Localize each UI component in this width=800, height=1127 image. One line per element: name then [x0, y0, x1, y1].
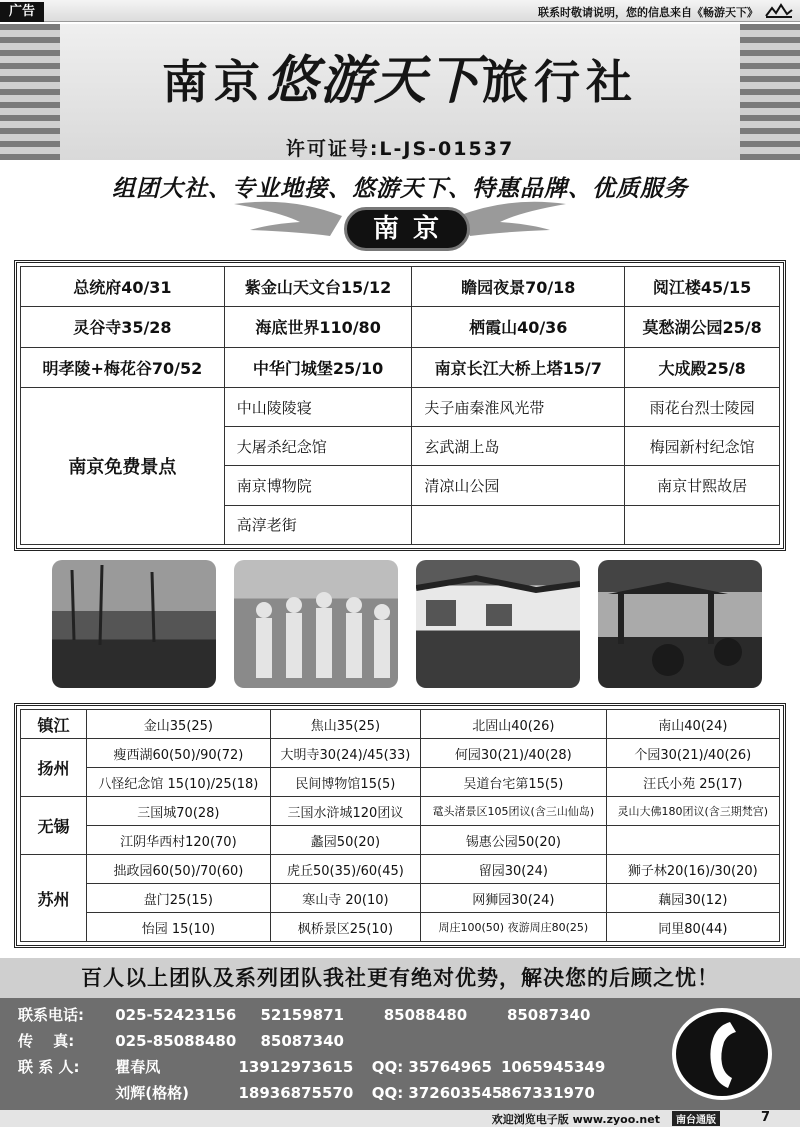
free-attraction-cell: 中山陵陵寝 — [224, 387, 412, 426]
attraction-cell: 阅江楼45/15 — [625, 267, 780, 307]
title-mid: 悠游天下 — [265, 50, 482, 111]
attraction-cell: 南山40(24) — [606, 710, 779, 739]
free-attractions-title: 南京免费景点 — [21, 387, 225, 544]
region-suzhou: 苏州 — [21, 855, 87, 942]
attraction-cell: 灵谷寺35/28 — [21, 307, 225, 347]
attraction-cell: 焦山35(25) — [270, 710, 420, 739]
license-number: 许可证号:L-JS-01537 — [285, 138, 515, 160]
page-number: 7 — [760, 1110, 770, 1125]
table-row — [21, 739, 780, 768]
qq-number: 1065945349 — [500, 1058, 606, 1076]
attraction-cell: 藕园30(12) — [606, 884, 779, 913]
attraction-cell: 吴道台宅第15(5) — [421, 768, 607, 797]
free-attraction-cell: 夫子庙秦淮风光带 — [412, 387, 625, 426]
free-attraction-cell: 大屠杀纪念馆 — [224, 427, 412, 466]
statues-icon — [234, 560, 398, 688]
attraction-cell: 怡园 15(10) — [87, 913, 271, 942]
qq-number: 867331970 — [500, 1084, 595, 1102]
advantage-banner: 百人以上团队及系列团队我社更有绝对优势，解决您的后顾之忧！ — [0, 958, 800, 998]
mobile-number: 18936875570 — [238, 1084, 354, 1102]
attraction-cell: 盘门25(15) — [87, 884, 271, 913]
attraction-cell: 锡惠公园50(20) — [421, 826, 607, 855]
region-wuxi: 无锡 — [21, 797, 87, 855]
attraction-cell: 何园30(21)/40(28) — [421, 739, 607, 768]
table-row — [21, 855, 780, 884]
attraction-cell: 南京长江大桥上塔15/7 — [412, 347, 625, 387]
water-town-icon — [416, 560, 580, 688]
region-yangzhou: 扬州 — [21, 739, 87, 797]
free-attraction-cell: 南京甘熙故居 — [625, 466, 780, 505]
table-row — [21, 387, 780, 426]
attraction-cell: 同里80(44) — [606, 913, 779, 942]
attraction-cell: 虎丘50(35)/60(45) — [270, 855, 420, 884]
fax-number: 025-85088480 — [115, 1032, 237, 1050]
free-attraction-cell: 梅园新村纪念馆 — [625, 427, 780, 466]
attraction-cell: 拙政园60(50)/70(60) — [87, 855, 271, 884]
photo-willow-lake — [52, 560, 216, 688]
publisher-logo-icon — [764, 2, 794, 20]
nanjing-attractions-table — [14, 260, 786, 551]
photo-memorial-statues — [234, 560, 398, 688]
slogan: 组团大社、专业地接、悠游天下、特惠品牌、优质服务 — [112, 175, 688, 202]
attraction-cell: 中华门城堡25/10 — [224, 347, 412, 387]
attraction-cell: 金山35(25) — [87, 710, 271, 739]
table-row — [21, 913, 780, 942]
contact-person-line — [18, 1056, 605, 1077]
agency-title — [0, 38, 800, 113]
title-right: 旅行社 — [482, 55, 638, 109]
willow-tree-icon — [52, 560, 216, 688]
title-left: 南京 — [161, 55, 266, 109]
attraction-cell: 留园30(24) — [421, 855, 607, 884]
attraction-cell: 鼋头渚景区105团议(含三山仙岛) — [421, 797, 607, 826]
photo-strip — [52, 560, 764, 688]
phone-number: 025-52423156 — [115, 1006, 237, 1024]
table-row — [21, 710, 780, 739]
qq-number: QQ: 35764965 — [371, 1058, 492, 1076]
attraction-cell: 周庄100(50) 夜游周庄80(25) — [421, 913, 607, 942]
attraction-cell: 紫金山天文台15/12 — [224, 267, 412, 307]
free-attraction-cell — [412, 505, 625, 544]
attraction-cell: 汪氏小苑 25(17) — [606, 768, 779, 797]
photo-water-town — [416, 560, 580, 688]
attraction-cell: 狮子林20(16)/30(20) — [606, 855, 779, 884]
phone-number: 85088480 — [383, 1006, 468, 1024]
top-strip — [0, 0, 800, 22]
attraction-cell: 灵山大佛180团议(含三期梵宫) — [606, 797, 779, 826]
attraction-cell: 蠡园50(20) — [270, 826, 420, 855]
free-attraction-cell: 雨花台烈士陵园 — [625, 387, 780, 426]
city-badge: 南京 — [344, 207, 470, 251]
free-attraction-cell: 高淳老街 — [224, 505, 412, 544]
phone-badge — [672, 1008, 772, 1100]
source-note: 联系时敬请说明，您的信息来自《畅游天下》 — [538, 6, 758, 19]
edition-tag: 南台通版 — [672, 1111, 720, 1126]
table-row — [21, 797, 780, 826]
attraction-cell: 网狮园30(24) — [421, 884, 607, 913]
person-label: 联 系 人: — [18, 1058, 80, 1076]
phone-number: 85087340 — [506, 1006, 591, 1024]
attraction-cell: 大明寺30(24)/45(33) — [270, 739, 420, 768]
mobile-number: 13912973615 — [238, 1058, 354, 1076]
photo-garden-pavilion — [598, 560, 762, 688]
attraction-cell: 八怪纪念馆 15(10)/25(18) — [87, 768, 271, 797]
footer — [0, 1110, 800, 1127]
fax-number: 85087340 — [260, 1032, 344, 1050]
region-zhenjiang: 镇江 — [21, 710, 87, 739]
table-row — [21, 768, 780, 797]
phone-label: 联系电话: — [18, 1006, 84, 1024]
table-row — [21, 826, 780, 855]
qq-number: QQ: 372603545 — [371, 1084, 503, 1102]
table-row — [21, 307, 780, 347]
person-name: 刘辉(格格) — [115, 1084, 189, 1102]
e-edition-link[interactable]: 欢迎浏览电子版 www.zyoo.net — [491, 1113, 660, 1126]
table-row — [21, 347, 780, 387]
person-name: 瞿春凤 — [115, 1058, 161, 1076]
attraction-cell: 江阴华西村120(70) — [87, 826, 271, 855]
pavilion-icon — [598, 560, 762, 688]
attraction-cell: 大成殿25/8 — [625, 347, 780, 387]
contact-person-line — [18, 1082, 595, 1103]
telephone-handset-icon — [676, 1012, 768, 1096]
attraction-cell: 民间博物馆15(5) — [270, 768, 420, 797]
attraction-cell: 三国水浒城120团议 — [270, 797, 420, 826]
attraction-cell — [606, 826, 779, 855]
attraction-cell: 个园30(21)/40(26) — [606, 739, 779, 768]
free-attraction-cell: 玄武湖上岛 — [412, 427, 625, 466]
free-attraction-cell — [625, 505, 780, 544]
attraction-cell: 枫桥景区25(10) — [270, 913, 420, 942]
table-row — [21, 884, 780, 913]
attraction-cell: 北固山40(26) — [421, 710, 607, 739]
fax-label: 传 真: — [18, 1032, 75, 1050]
phone-number: 52159871 — [260, 1006, 344, 1024]
attraction-cell: 三国城70(28) — [87, 797, 271, 826]
free-attraction-cell: 清凉山公园 — [412, 466, 625, 505]
attraction-cell: 瘦西湖60(50)/90(72) — [87, 739, 271, 768]
attraction-cell: 莫愁湖公园25/8 — [625, 307, 780, 347]
table-row — [21, 267, 780, 307]
attraction-cell: 栖霞山40/36 — [412, 307, 625, 347]
ad-tag: 广告 — [0, 2, 44, 22]
attraction-cell: 瞻园夜景70/18 — [412, 267, 625, 307]
regional-attractions-table — [14, 703, 786, 948]
attraction-cell: 明孝陵+梅花谷70/52 — [21, 347, 225, 387]
attraction-cell: 海底世界110/80 — [224, 307, 412, 347]
contact-block — [0, 998, 800, 1110]
attraction-cell: 寒山寺 20(10) — [270, 884, 420, 913]
fax-line — [18, 1030, 344, 1051]
phone-line — [18, 1004, 590, 1025]
free-attraction-cell: 南京博物院 — [224, 466, 412, 505]
attraction-cell: 总统府40/31 — [21, 267, 225, 307]
